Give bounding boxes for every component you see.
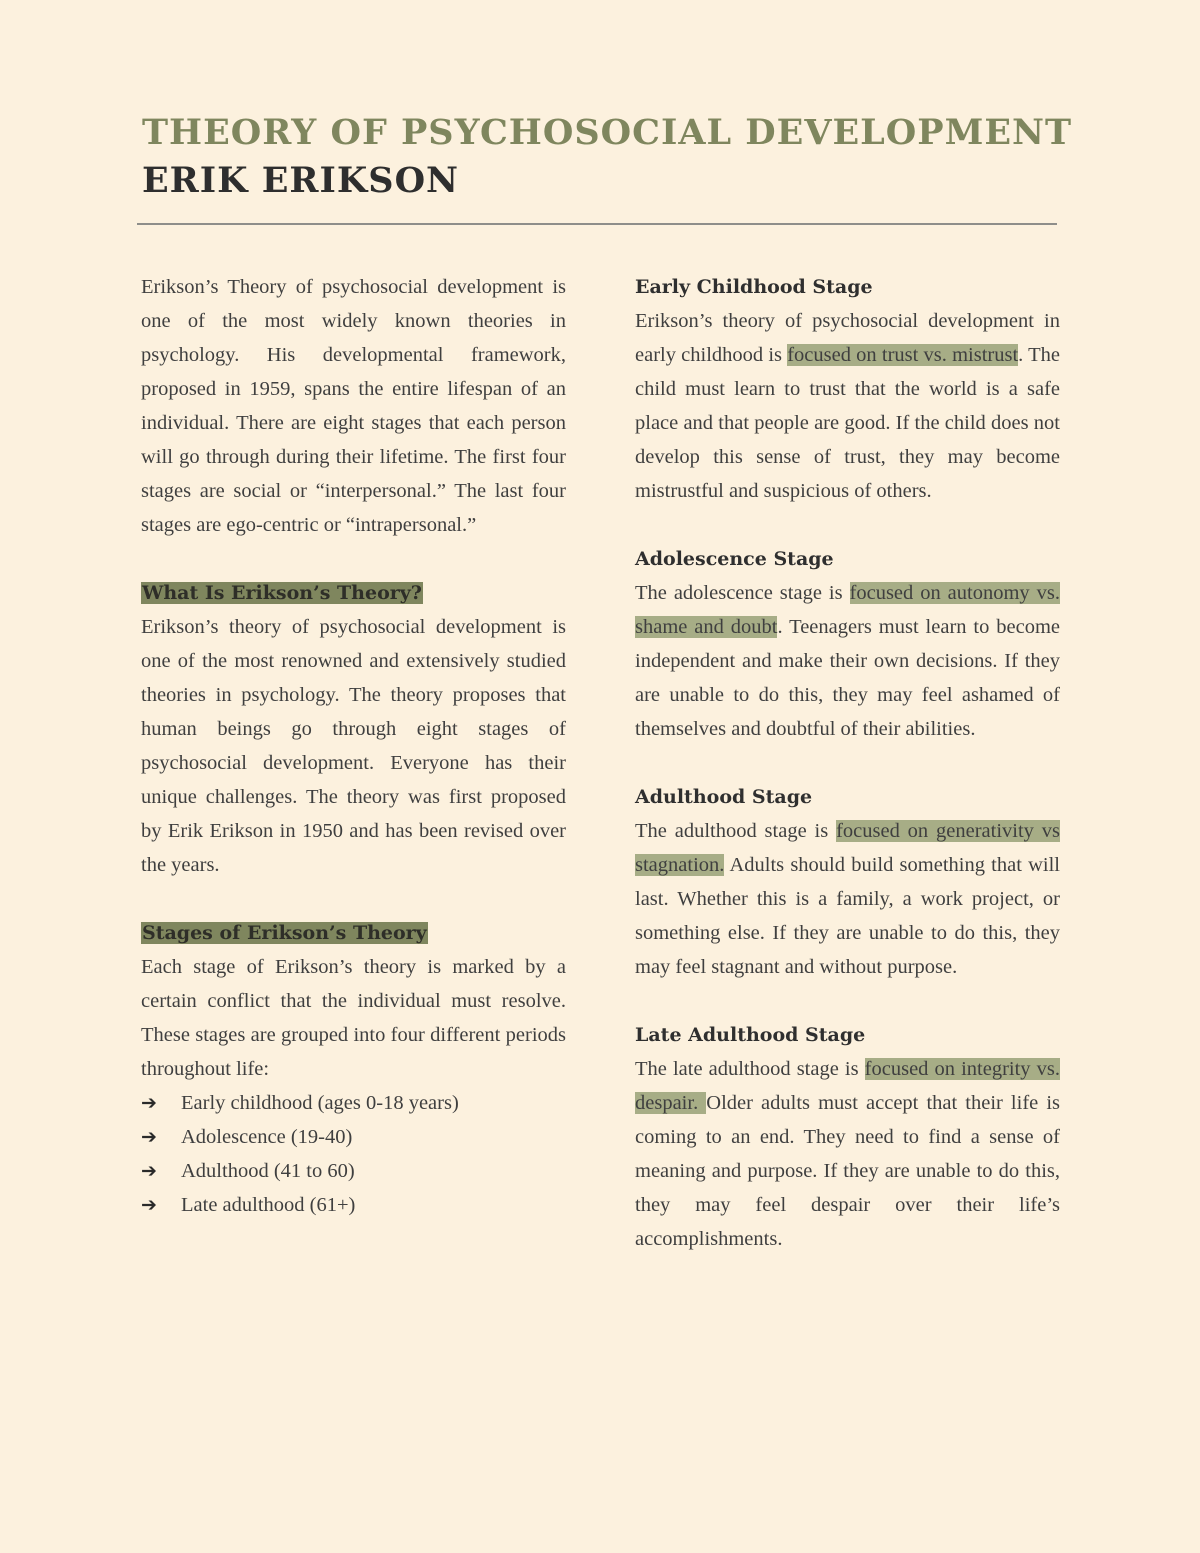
adolescence-paragraph: The adolescence stage is focused on autonomy vs. shame and doubt. Teenagers must learn to become independent and make their own decisions. If they are unable to do this, they may feel ashamed of themselves and doubtful of their abilities.	[635, 582, 1060, 740]
what-paragraph: Erikson’s theory of psychosocial development is one of the most renowned and extensively studied theories in psychology. The theory proposes that human beings go through eight stages of psychosocial development. Everyone has their unique challenges. The theory was first proposed by Erik Erikson in 1950 and has been revised over the years.	[141, 616, 566, 876]
intro-paragraph: Erikson’s Theory of psychosocial development is one of the most widely known theories in psychology. His developmental framework, proposed in 1959, spans the entire lifespan of an individual. There are eight stages that each person will go through during their lifetime. The first four stages are social or “interpersonal.” The last four stages are ego-centric or “intrapersonal.”	[141, 276, 566, 536]
adolescence-highlight: focused on autonomy vs. shame and doubt	[635, 582, 1060, 638]
list-item: ➔ Adulthood (41 to 60)	[141, 1154, 566, 1188]
right-column	[635, 270, 1060, 1256]
adulthood-highlight: focused on generativity vs stagnation.	[635, 820, 1060, 876]
what-heading-text: What Is Erikson’s Theory?	[142, 582, 422, 604]
list-item: ➔ Adolescence (19-40)	[141, 1120, 566, 1154]
late-adulthood-highlight: focused on integrity vs. despair.	[635, 1058, 1060, 1114]
list-item: ➔ Late adulthood (61+)	[141, 1188, 566, 1222]
arrow-right-icon: ➔	[141, 1092, 157, 1114]
stages-paragraph: Each stage of Erikson’s theory is marked by a certain conflict that the individual must resolve. These stages are grouped into four different periods throughout life:	[141, 956, 566, 1080]
arrow-right-icon: ➔	[141, 1160, 157, 1182]
title-divider	[137, 223, 1057, 225]
stages-heading-text: Stages of Erikson’s Theory	[142, 922, 427, 944]
late-adulthood-heading: Late Adulthood Stage	[635, 1024, 866, 1046]
adulthood-paragraph: The adulthood stage is focused on generativity vs stagnation. Adults should build something that will last. Whether this is a family, a work project, or something else. If they are unable to do this, they may feel stagnant and without purpose.	[635, 820, 1060, 978]
early-childhood-highlight: focused on trust vs. mistrust	[787, 344, 1019, 366]
list-item: ➔ Early childhood (ages 0-18 years)	[141, 1086, 566, 1120]
stages-heading	[141, 916, 566, 950]
left-column	[141, 270, 566, 1222]
document-title: THEORY OF PSYCHOSOCIAL DEVELOPMENT	[142, 112, 1073, 153]
arrow-right-icon: ➔	[141, 1126, 157, 1148]
adulthood-heading: Adulthood Stage	[635, 786, 813, 808]
adolescence-heading: Adolescence Stage	[635, 548, 834, 570]
arrow-right-icon: ➔	[141, 1194, 157, 1216]
early-childhood-paragraph: Erikson’s theory of psychosocial development in early childhood is focused on trust vs. mistrust. The child must learn to trust that the world is a safe place and that people are good. If the child does not develop this sense of trust, they may become mistrustful and suspicious of others.	[635, 310, 1060, 502]
late-adulthood-paragraph: The late adulthood stage is focused on integrity vs. despair. Older adults must accept that their life is coming to an end. They need to find a sense of meaning and purpose. If they are unable to do this, they may feel despair over their life’s accomplishments.	[635, 1058, 1060, 1250]
document-subtitle: ERIK ERIKSON	[142, 160, 460, 201]
what-heading	[141, 576, 566, 610]
stages-list	[141, 1086, 566, 1222]
early-childhood-heading: Early Childhood Stage	[635, 276, 873, 298]
